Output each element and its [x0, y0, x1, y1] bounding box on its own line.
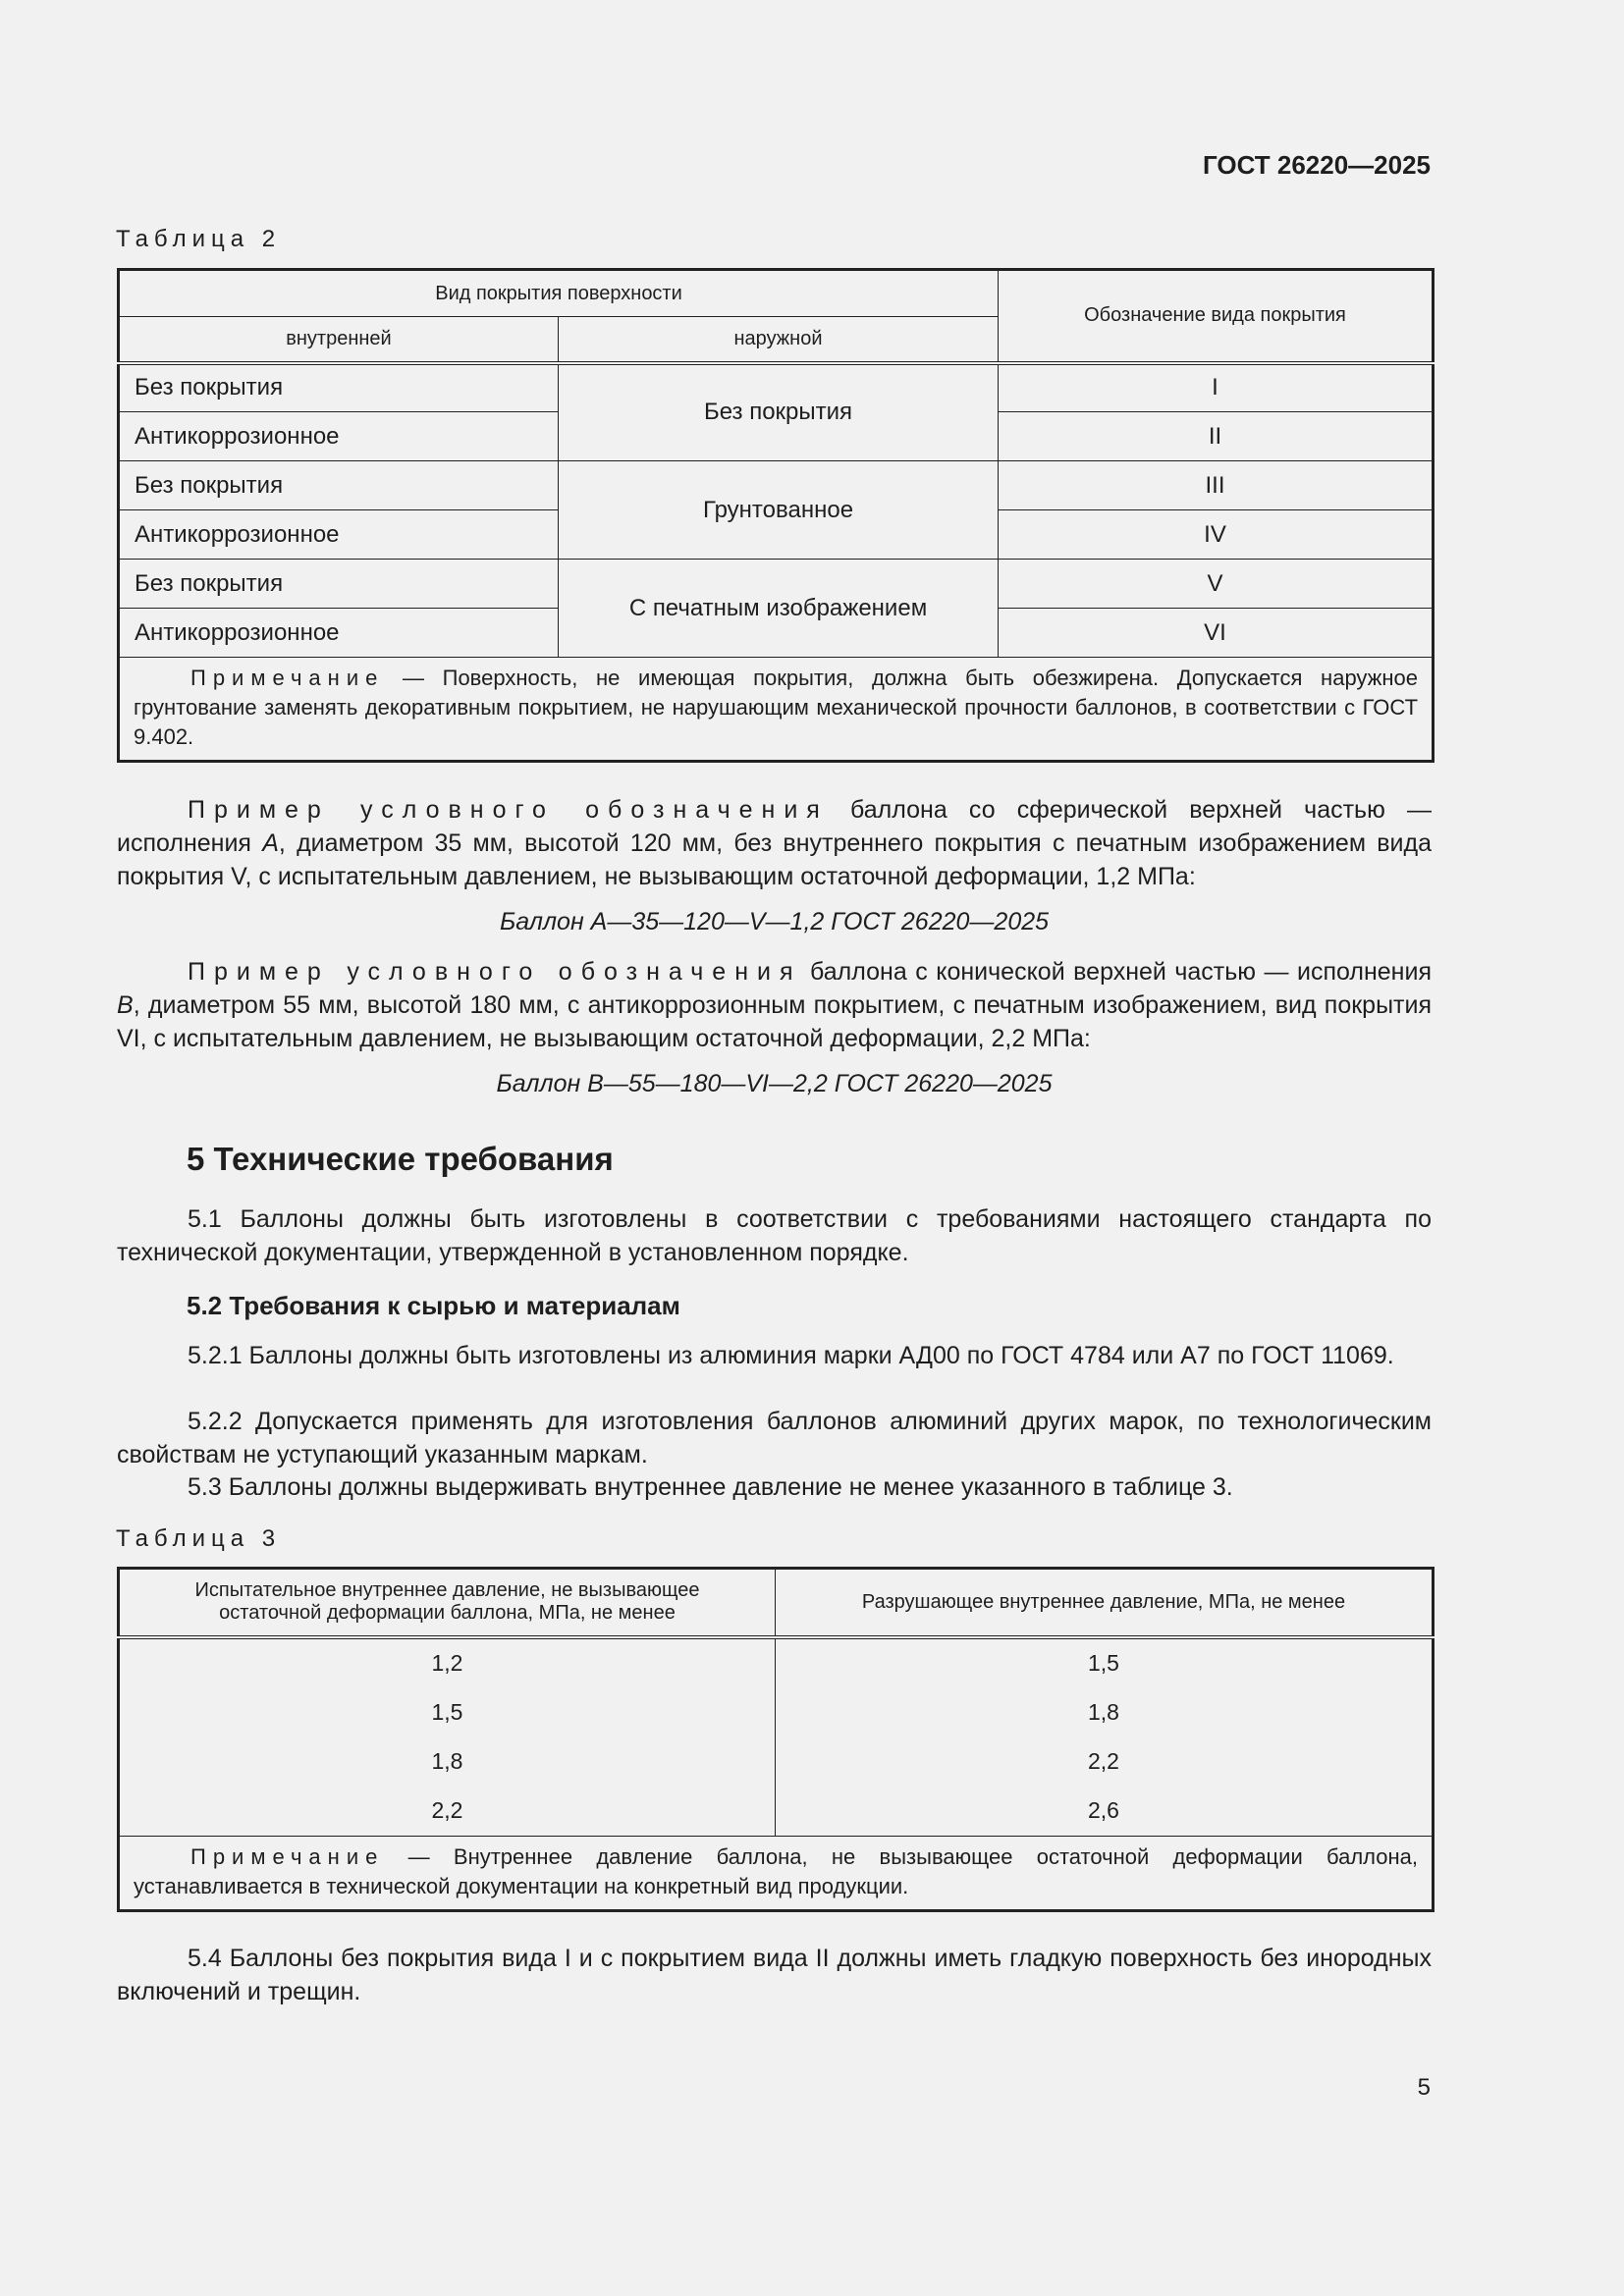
table2-cell-code: III — [999, 461, 1434, 510]
table2-cell-code: IV — [999, 510, 1434, 560]
table2-note-text: — Поверхность, не имеющая покрытия, должна быть обезжирена. Допускается наружное грунтование заменять декоративным покрытием, не нарушающим механической прочности баллонов, в соответствии с ГОСТ 9.402. — [134, 666, 1419, 749]
table2-cell-outer: С печатным изображением — [559, 560, 999, 658]
document-header: ГОСТ 26220—2025 — [1203, 150, 1431, 180]
table3-cell-test: 1,5 — [119, 1688, 776, 1737]
example1-lead: Пример условного обозначения — [188, 796, 829, 824]
table3-head-test: Испытательное внутреннее давление, не вызывающее остаточной деформации баллона, МПа, не менее — [119, 1569, 776, 1637]
table2-cell-code: V — [999, 560, 1434, 609]
subsection-title-5-2: 5.2 Требования к сырью и материалам — [187, 1291, 680, 1320]
table2-cell-inner: Без покрытия — [119, 363, 559, 412]
table2-cell-code: VI — [999, 609, 1434, 658]
table2-note — [119, 658, 1434, 762]
table2-head-inner: внутренней — [119, 317, 559, 363]
example2-designation: Баллон В—55—180—VI—2,2 ГОСТ 26220—2025 — [496, 1070, 1053, 1097]
table2-cell-inner: Антикоррозионное — [119, 609, 559, 658]
table2-cell-outer: Без покрытия — [559, 363, 999, 461]
example2-variant: В — [117, 991, 134, 1019]
example2-text-b: , диаметром 55 мм, высотой 180 мм, с антикоррозионным покрытием, с печатным изображением, вид покрытия VI, с испытательным давлением, не вызывающим остаточной деформации, 2,2 МПа: — [117, 991, 1432, 1052]
example2-lead: Пример условного обозначения — [188, 958, 802, 986]
table3-head-burst: Разрушающее внутреннее давление, МПа, не менее — [776, 1569, 1434, 1637]
table2-cell-inner: Антикоррозионное — [119, 412, 559, 461]
table2-cell-code: I — [999, 363, 1434, 412]
section-title: 5 Технические требования — [187, 1141, 614, 1177]
table3-note-label: Примечание — [190, 1843, 385, 1869]
table2-cell-inner: Антикоррозионное — [119, 510, 559, 560]
paragraph-5-2-1: 5.2.1 Баллоны должны быть изготовлены из алюминия марки АД00 по ГОСТ 4784 или А7 по ГОСТ 11069. — [188, 1342, 1394, 1369]
table3-cell-burst: 2,2 — [776, 1737, 1434, 1787]
table3-note — [119, 1836, 1434, 1910]
example1-designation: Баллон А—35—120—V—1,2 ГОСТ 26220—2025 — [499, 908, 1050, 935]
table3-cell-test: 1,2 — [119, 1637, 776, 1688]
table2-head-code: Обозначение вида покрытия — [999, 270, 1434, 363]
paragraph-5-1: 5.1 Баллоны должны быть изготовлены в соответствии с требованиями настоящего стандарта по технической документации, утвержденной в установленном порядке. — [117, 1205, 1432, 1266]
example2-text-a: баллона с конической верхней частью — исполнения — [801, 958, 1432, 986]
paragraph-5-4: 5.4 Баллоны без покрытия вида I и с покрытием вида II должны иметь гладкую поверхность без инородных включений и трещин. — [117, 1945, 1432, 2005]
table2-note-label: Примечание — [190, 666, 385, 690]
example1-text-a: баллона со сферической верхней частью — исполнения — [117, 796, 1432, 857]
table3-cell-burst: 1,8 — [776, 1688, 1434, 1737]
example1-variant: А — [262, 829, 279, 857]
table3 — [117, 1567, 1435, 1912]
table3-cell-test: 2,2 — [119, 1787, 776, 1837]
table2-head-group: Вид покрытия поверхности — [119, 270, 999, 317]
table2-cell-code: II — [999, 412, 1434, 461]
paragraph-5-3: 5.3 Баллоны должны выдерживать внутреннее давление не менее указанного в таблице 3. — [188, 1473, 1233, 1501]
example2-paragraph — [117, 955, 1432, 1055]
table2-caption: Таблица 2 — [116, 226, 282, 252]
table2-cell-inner: Без покрытия — [119, 461, 559, 510]
table2 — [117, 268, 1435, 763]
table2-cell-inner: Без покрытия — [119, 560, 559, 609]
table3-cell-test: 1,8 — [119, 1737, 776, 1787]
example1-paragraph — [117, 793, 1432, 893]
table3-note-text: — Внутреннее давление баллона, не вызывающее остаточной деформации баллона, устанавливается в технической документации на конкретный вид продукции. — [134, 1843, 1418, 1898]
paragraph-5-2-2: 5.2.2 Допускается применять для изготовления баллонов алюминий других марок, по технологическим свойствам не уступающий указанным маркам. — [117, 1408, 1432, 1468]
page-number: 5 — [1417, 2074, 1431, 2101]
table3-caption: Таблица 3 — [116, 1525, 282, 1552]
table3-cell-burst: 2,6 — [776, 1787, 1434, 1837]
table3-cell-burst: 1,5 — [776, 1637, 1434, 1688]
table2-head-outer: наружной — [559, 317, 999, 363]
example1-text-b: , диаметром 35 мм, высотой 120 мм, без внутреннего покрытия с печатным изображением вида покрытия V, с испытательным давлением, не вызывающим остаточной деформации, 1,2 МПа: — [117, 829, 1432, 890]
table2-cell-outer: Грунтованное — [559, 461, 999, 560]
